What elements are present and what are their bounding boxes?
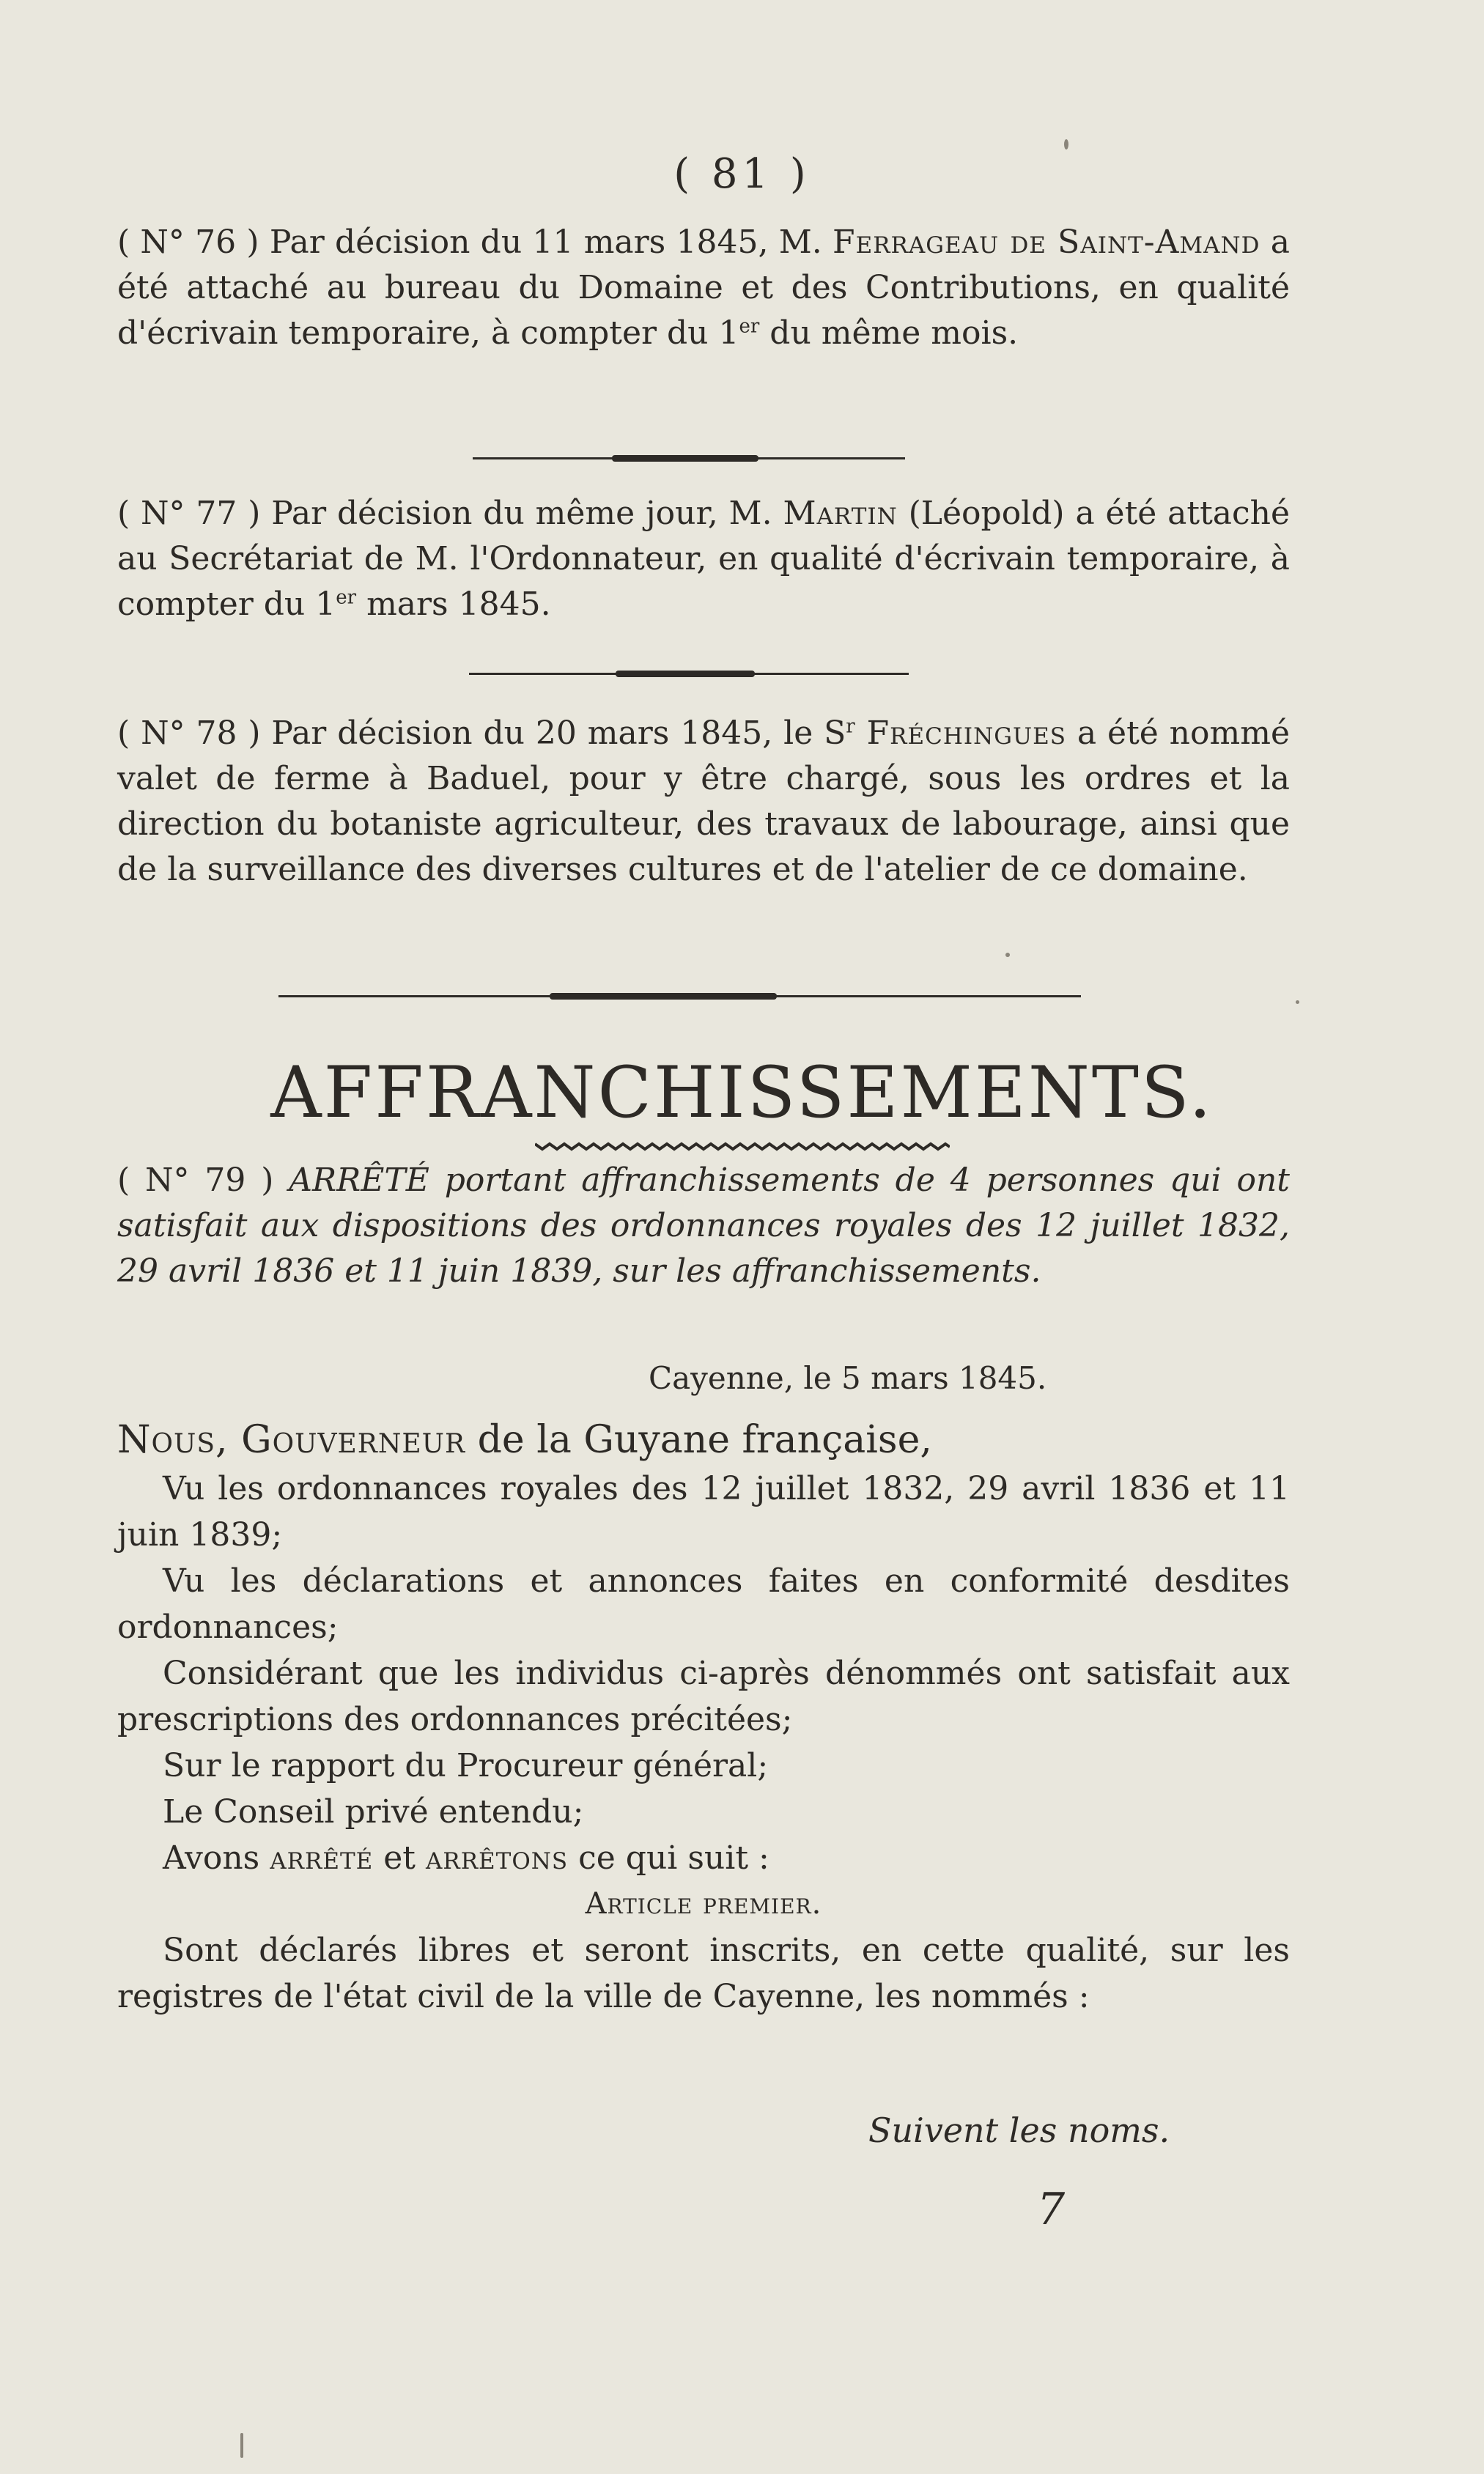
- superscript: er: [739, 315, 760, 338]
- nous-gouverneur: Nous, Gouverneur: [117, 1418, 466, 1462]
- conseil: Le Conseil privé entendu;: [163, 1793, 584, 1831]
- superscript: er: [336, 586, 357, 609]
- separator-rule: [473, 457, 905, 459]
- considerant: Considérant que les individus ci-après dénommés ont satisfait aux prescriptions des ordonnances précitées;: [117, 1655, 1290, 1738]
- entry-tail: du même mois.: [759, 314, 1019, 352]
- arrete-title-text: ARRÊTÉ portant affranchissements de 4 personnes qui ont satisfait aux dispositions des ordonnances royales des 12 juillet 1832, 29 avril 1836 et 11 juin 1839, sur les affranchissements.: [117, 1162, 1290, 1290]
- suivent-les-noms: Suivent les noms.: [868, 2111, 1170, 2150]
- paper-speck: [1296, 1000, 1299, 1004]
- section-heading: AFFRANCHISSEMENTS.: [270, 1052, 1214, 1134]
- entry-lead: Par décision du 11 mars 1845, M.: [259, 224, 833, 261]
- avons-text: Avons: [163, 1839, 270, 1877]
- entry-77: [117, 491, 1290, 627]
- entry-number: ( N° 79 ): [117, 1162, 274, 1199]
- place-date: Cayenne, le 5 mars 1845.: [649, 1360, 1047, 1396]
- article-text: Sont déclarés libres et seront inscrits, en cette qualité, sur les registres de l'état civil de la ville de Cayenne, les nommés :: [117, 1932, 1290, 2015]
- page-number: ( 81 ): [673, 150, 811, 198]
- entry-body: a été nommé valet de ferme à Baduel, pour y être chargé, sous les ordres et la direction du botaniste agriculteur, des travaux de labourage, ainsi que de la surveillance des diverses cultures et de l'atelier de ce domaine.: [117, 714, 1290, 888]
- avons-line: [117, 1835, 1290, 1881]
- entry-78-text: [117, 711, 1290, 893]
- ornament-rule: [535, 1141, 950, 1151]
- vu-1: Vu les ordonnances royales des 12 juillet 1832, 29 avril 1836 et 11 juin 1839;: [117, 1470, 1290, 1554]
- entry-body: (Léopold) a été attaché au Secrétariat de M. l'Ordonnateur, en qualité d'écrivain temporaire, à compter du 1: [117, 495, 1291, 623]
- entry-lead: Par décision du 20 mars 1845, le S: [260, 714, 846, 752]
- entry-77-text: [117, 491, 1290, 627]
- arrete-body: [117, 1414, 1290, 2020]
- arrete-word: arrêté: [270, 1839, 374, 1877]
- separator-rule: [469, 673, 909, 675]
- entry-lead: Par décision du même jour, M.: [260, 495, 783, 532]
- person-name: Martin: [783, 495, 898, 532]
- entry-number: ( N° 78 ): [117, 714, 261, 752]
- avons-text: et: [373, 1839, 426, 1877]
- paper-speck: [1005, 953, 1010, 957]
- nous-rest: de la Guyane française,: [465, 1418, 932, 1462]
- person-name: Fréchingues: [854, 714, 1066, 752]
- entry-78: [117, 711, 1290, 893]
- avons-text: ce qui suit :: [568, 1839, 769, 1877]
- entry-76: [117, 220, 1290, 356]
- entry-tail: mars 1845.: [356, 586, 551, 623]
- arrete-title: [117, 1158, 1290, 1294]
- rapport: Sur le rapport du Procureur général;: [163, 1747, 769, 1784]
- person-name: Ferrageau de Saint-Amand: [833, 224, 1260, 261]
- entry-body: a été attaché au bureau du Domaine et des Contributions, en qualité d'écrivain temporaire, à compter du 1: [117, 224, 1291, 352]
- vu-2: Vu les déclarations et annonces faites en conformité desdites ordonnances;: [117, 1562, 1290, 1646]
- paper-speck: [1064, 139, 1068, 149]
- article-heading: Article premier.: [585, 1887, 822, 1921]
- separator-rule: [278, 995, 1081, 997]
- signature-mark: 7: [1037, 2184, 1066, 2235]
- entry-number: ( N° 76 ): [117, 224, 259, 261]
- superscript: r: [846, 715, 855, 738]
- entry-number: ( N° 77 ): [117, 495, 261, 532]
- nous-line: [117, 1414, 1290, 1466]
- arrete-79: [117, 1158, 1290, 1294]
- arretons-word: arrêtons: [425, 1839, 569, 1877]
- paper-speck: [240, 2433, 243, 2458]
- entry-76-text: [117, 220, 1290, 356]
